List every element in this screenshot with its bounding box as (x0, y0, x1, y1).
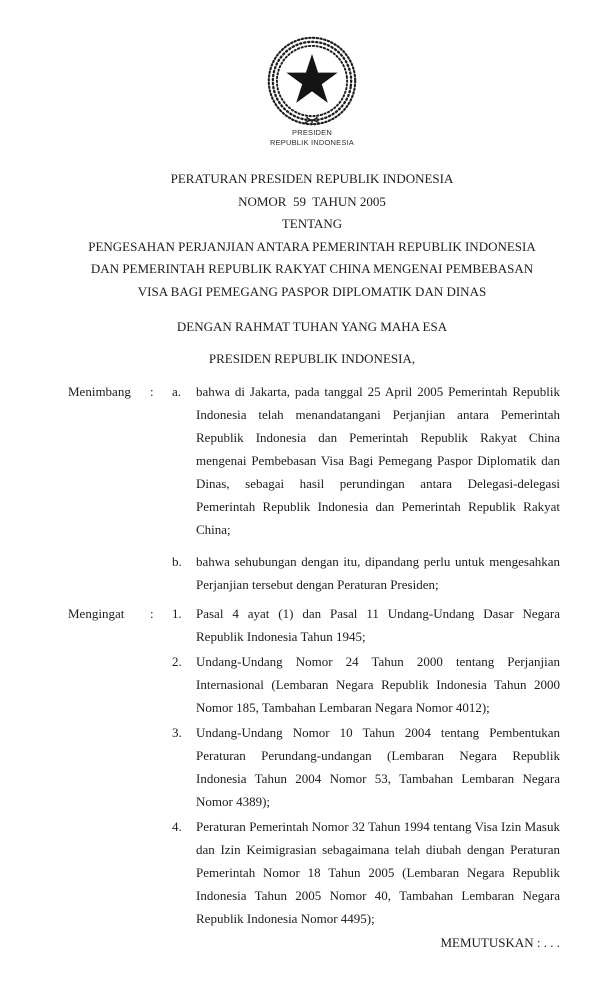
subject-line-1: PENGESAHAN PERJANJIAN ANTARA PEMERINTAH REPUBLIK INDONESIA (88, 238, 536, 254)
subject-line-2: DAN PEMERINTAH REPUBLIK RAKYAT CHINA MENGENAI PEMBEBASAN (90, 261, 534, 276)
item-marker: b. (172, 554, 182, 569)
item-marker: 1. (172, 606, 182, 621)
preamble (0, 319, 612, 366)
mengingat-item-3 (172, 721, 560, 813)
mengingat-item-1 (172, 602, 560, 648)
mengingat-items (172, 602, 560, 930)
mengingat-item-2 (172, 650, 560, 719)
item-marker: 2. (172, 654, 182, 669)
menimbang-colon: : (150, 384, 154, 399)
item-text: Undang-Undang Nomor 10 Tahun 2004 tentang Pembentukan Peraturan Perundang-undangan (Lembaran Negara Republik Indonesia Tahun 2004 Nomor 53, Tambahan Lembaran Negara Nomor 4389); (196, 725, 560, 809)
item-text: bahwa di Jakarta, pada tanggal 25 April 2005 Pemerintah Republik Indonesia telah menandatangani Perjanjian antara Pemerintah Republik Indonesia dan Pemerintah Republik Rakyat China mengenai Pembebasan Visa Bagi Pemegang Paspor Diplomatik dan Dinas, sebagai hasil perundingan antara Delegasi-delegasi Pemerintah Republik Indonesia dan Pemerintah Republik Rakyat China; (196, 384, 560, 537)
item-text: Peraturan Pemerintah Nomor 32 Tahun 1994 tentang Visa Izin Masuk dan Izin Keimigrasian sebagaimana telah diubah dengan Peraturan Pemerintah Nomor 18 Tahun 2005 (Lembaran Negara Republik Indonesia Tahun 2005 Nomor 40, Tambahan Lembaran Negara Republik Indonesia Nomor 4495); (196, 819, 560, 926)
letterhead-caption (60, 128, 564, 148)
title-block (0, 168, 612, 303)
authority-line: PRESIDEN REPUBLIK INDONESIA, (208, 351, 416, 366)
tentang-label: TENTANG (281, 216, 343, 231)
letterhead-caption-line1: PRESIDEN (292, 128, 332, 137)
regulation-name: PERATURAN PRESIDEN REPUBLIK INDONESIA (170, 171, 454, 186)
mengingat-item-4 (172, 815, 560, 930)
menimbang-items (172, 380, 560, 596)
menimbang-item-b (172, 550, 560, 596)
item-text: Pasal 4 ayat (1) dan Pasal 11 Undang-Undang Dasar Negara Republik Indonesia Tahun 1945; (196, 606, 560, 644)
mengingat-colon: : (150, 606, 154, 621)
presidential-seal-star-icon (266, 36, 358, 126)
item-marker: a. (172, 384, 182, 399)
menimbang-label: Menimbang (68, 384, 131, 399)
item-marker: 4. (172, 819, 182, 834)
item-marker: 3. (172, 725, 182, 740)
seal-wrap (60, 36, 564, 126)
item-text: bahwa sehubungan dengan itu, dipandang perlu untuk mengesahkan Perjanjian tersebut dengan Peraturan Presiden; (196, 554, 560, 592)
mengingat-section (0, 602, 612, 930)
regulation-number: NOMOR 59 TAHUN 2005 (238, 193, 386, 209)
memutuskan-continuation-line: MEMUTUSKAN : . . . (440, 935, 560, 950)
letterhead (0, 0, 612, 148)
mengingat-label: Mengingat (68, 606, 125, 621)
menimbang-item-a (172, 380, 560, 541)
invocation-line: DENGAN RAHMAT TUHAN YANG MAHA ESA (176, 319, 448, 334)
star-shape (286, 54, 337, 103)
menimbang-section (0, 380, 612, 596)
letterhead-caption-line2: REPUBLIK INDONESIA (269, 138, 355, 147)
subject-line-3: VISA BAGI PEMEGANG PASPOR DIPLOMATIK DAN DINAS (137, 283, 487, 299)
item-text: Undang-Undang Nomor 24 Tahun 2000 tentang Perjanjian Internasional (Lembaran Negara Republik Indonesia Tahun 2000 Nomor 185, Tambahan Lembaran Negara Nomor 4012); (196, 654, 560, 715)
